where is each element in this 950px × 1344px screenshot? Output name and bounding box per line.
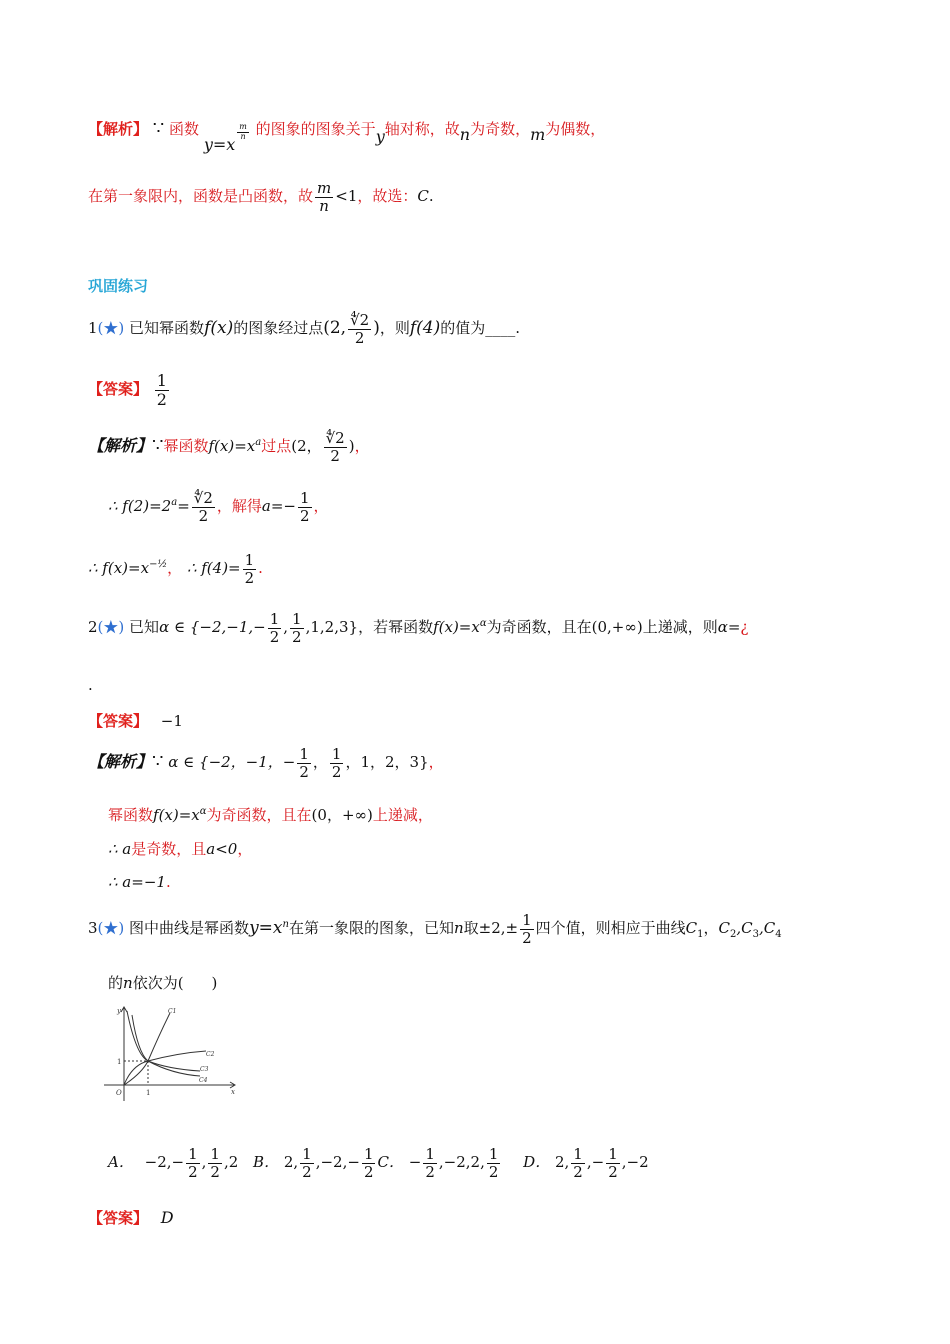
option-d-label: D． bbox=[523, 1153, 551, 1171]
question-2: 2(★) 已知α ∈ {−2,−1,− $\frac{1}{2}$ , $\frac{1}{2}$ ,1,2,3}，若幂函数$f(x)=x^\alpha$为奇函数，且在(0,+∞)上递减，则α=¿ bbox=[88, 610, 749, 646]
option-a-label: A． bbox=[108, 1153, 134, 1171]
y-one-label: 1 bbox=[117, 1058, 122, 1066]
q2-solution-line2: 幂函数$f(x)=x^\alpha$为奇函数，且在(0，+∞)上递减， bbox=[108, 806, 433, 824]
difficulty-star: (★) bbox=[97, 618, 125, 636]
answer-blank: ____ bbox=[485, 319, 516, 337]
question-1: 1(★) 已知幂函数f(x)的图象经过点(2, $\frac{∜2}{2}$ )，则f(4)的值为____. bbox=[88, 311, 521, 347]
q2-answer: 【答案】 −1 bbox=[88, 712, 183, 730]
q2-solution-line3: ∴ a是奇数，且a<0， bbox=[108, 840, 253, 858]
origin-label: O bbox=[116, 1089, 122, 1097]
c2-label: C2 bbox=[206, 1051, 215, 1058]
q1-solution-line1: 【解析】∵幂函数$f(x)=x^a$过点(2， $\frac{∜2}{2}$ )， bbox=[88, 429, 370, 465]
q1-solution-line2: ∴ $f(2)=2^a=$ $\frac{∜2}{2}$ ，解得a=− $\frac{1}{2}$ ， bbox=[108, 489, 329, 525]
curve-c1 bbox=[124, 1013, 170, 1085]
x-one-label: 1 bbox=[146, 1089, 151, 1097]
option-b-label: B． bbox=[253, 1153, 280, 1171]
c4-label: C4 bbox=[199, 1077, 208, 1084]
section-title: 巩固练习 bbox=[88, 277, 149, 295]
solution-tag: 【解析】 bbox=[88, 120, 149, 138]
q2-solution-line4: ∴ a=−1. bbox=[108, 873, 171, 891]
q3-answer: 【答案】 D bbox=[88, 1208, 174, 1227]
prev-solution-line2: 在第一象限内，函数是凸函数，故 $\frac{m}{n}$ <1，故选：C. bbox=[88, 179, 434, 215]
q3-options: A． −2,− $\frac{1}{2}$ , $\frac{1}{2}$ ,2 B． 2, $\frac{1}{2}$ ,−2,− $\frac{1}{2}$ C． − $\frac{1}{2}$ ,−2,2, $\frac{1}{2}$ D． 2, $\frac{1}{2}$ ,− $\frac{1}{2}$ ,−2 bbox=[108, 1145, 649, 1181]
q1-answer: 【答案】 $\frac{1}{2}$ bbox=[88, 371, 167, 409]
difficulty-star: (★) bbox=[97, 319, 125, 337]
prev-solution-line1: 【解析】 ∵ 函数 y=x $\frac{m}{n}$ 的图象的图象关于y轴对称，故n为奇数，m为偶数， bbox=[88, 118, 606, 154]
y-axis-label: y bbox=[117, 1007, 121, 1015]
x-axis-label: x bbox=[231, 1088, 235, 1096]
c3-label: C3 bbox=[200, 1066, 209, 1073]
q1-solution-line3: ∴ $f(x)=x^{-\frac{1}{2}}$， ∴ f(4)= $\frac{1}{2}$ . bbox=[88, 551, 263, 587]
question-3-line2: 的n依次为( ) bbox=[108, 974, 218, 992]
power-function-graph bbox=[98, 1003, 240, 1105]
question-3: 3(★) 图中曲线是幂函数$y=x^n$在第一象限的图象，已知n取±2,± $\frac{1}{2}$ 四个值，则相应于曲线$C_1$，$C_2,C_3,C_4$ bbox=[88, 911, 782, 947]
q2-blank-line: . bbox=[88, 676, 93, 694]
c1-label: C1 bbox=[168, 1008, 177, 1015]
option-c-label: C． bbox=[377, 1153, 404, 1171]
q2-solution-line1: 【解析】∵ α ∈ {−2，−1，− $\frac{1}{2}$ ， $\frac{1}{2}$ ，1，2，3}， bbox=[88, 745, 444, 781]
curve-c2 bbox=[124, 1051, 206, 1085]
difficulty-star: (★) bbox=[97, 919, 125, 937]
